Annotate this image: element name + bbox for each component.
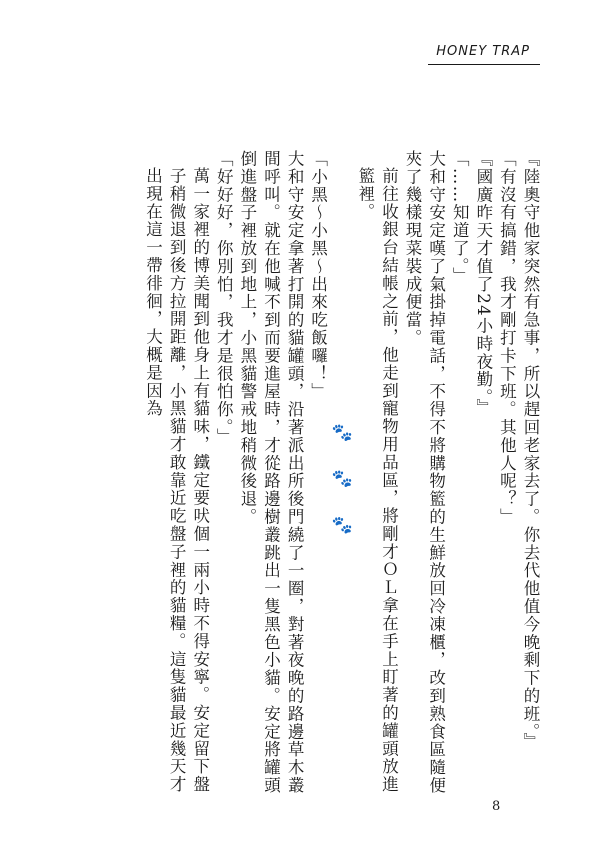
header-rule: [428, 64, 540, 65]
paragraph: 「有沒有搞錯，我才剛打卡下班。其他人呢？」: [497, 150, 517, 526]
vertical-text-body: [82, 150, 542, 800]
paragraph: 前往收銀台結帳之前，他走到寵物用品區，將剛才ＯＬ拿在手上盯著的罐頭放進籃裡。: [355, 166, 399, 793]
paw-print-divider: 🐾 🐾 🐾: [332, 424, 353, 548]
paragraph: 「……知道了。」: [450, 150, 470, 285]
paragraph: 大和守安定拿著打開的貓罐頭，沿著派出所後門繞了一圈，對著夜晚的路邊草木叢間呼叫。就在他喊不到而要進屋時，才從路邊樹叢跳出一隻黑色小貓。安定將罐頭倒進盤子裡放到地上，小黑貓警戒地稍微後退。: [237, 150, 305, 795]
paragraph: 大和守安定嘆了氣掛掉電話，不得不將購物籃的生鮮放回冷凍櫃，改到熟食區隨便夾了幾樣現菜裝成便當。: [403, 150, 446, 795]
page-number: 8: [492, 799, 501, 814]
paragraph: 萬一家裡的博美聞到他身上有貓味，鐵定要吠個一兩小時不得安寧。安定留下盤子稍微退到後方拉開距離，小黑貓才敢靠近吃盤子裡的貓糧。這隻貓最近幾天才出現在這一帶徘徊，大概是因為: [143, 166, 210, 793]
paragraph: 『國廣昨天才值了24小時夜勤。』: [473, 150, 493, 417]
running-header: HONEY TRAP: [436, 44, 530, 59]
paragraph: 『陸奧守他家突然有急事，所以趕回老家去了。你去代他值今晚剩下的班。』: [521, 150, 540, 751]
paragraph: 「小黑～小黑～出來吃飯囉！」: [308, 150, 328, 401]
paragraph: 「好好好，你別怕，我才是很怕你。」: [214, 150, 234, 447]
